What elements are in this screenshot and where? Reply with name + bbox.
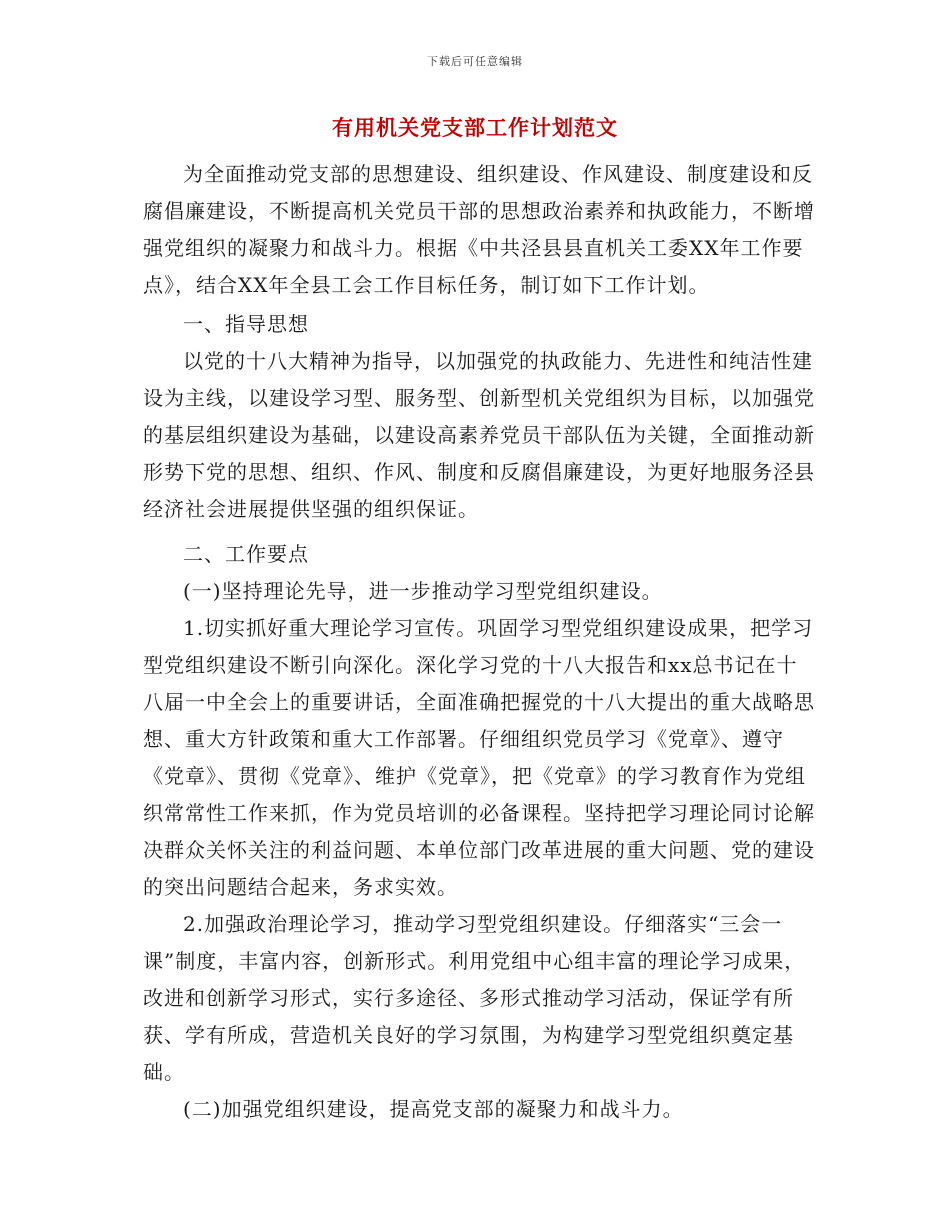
paragraph-item-1: 1.切实抓好重大理论学习宣传。巩固学习型党组织建设成果，把学习型党组织建设不断引向深化。深化学习党的十八大报告和xx总书记在十八届一中全会上的重要讲话，全面准确把握党的十八大提出的重大战略思想、重大方针政策和重大工作部署。仔细组织党员学习《党章》、遵守《党章》、贯彻《党章》、维护《党章》，把《党章》的学习教育作为党组织常常性工作来抓，作为党员培训的必备课程。坚持把学习理论同讨论解决群众关怀关注的利益问题、本单位部门改革进展的重大问题、党的建设的突出问题结合起来，务求实效。: [143, 616, 815, 899]
subsection-heading-1: (一)坚持理论先导，进一步推动学习型党组织建设。: [183, 579, 663, 603]
subsection-heading-2: (二)加强党组织建设，提高党支部的凝聚力和战斗力。: [183, 1097, 684, 1121]
document-title: 有用机关党支部工作计划范文: [332, 115, 618, 140]
section-heading-guiding-thought: 一、指导思想: [183, 312, 309, 336]
header-note: 下载后可任意编辑: [427, 55, 523, 68]
document-body: [143, 156, 815, 1128]
paragraph-intro: 为全面推动党支部的思想建设、组织建设、作风建设、制度建设和反腐倡廉建设，不断提高机关党员干部的思想政治素养和执政能力，不断增强党组织的凝聚力和战斗力。根据《中共泾县县直机关工委XX年工作要点》，结合XX年全县工会工作目标任务，制订如下工作计划。: [143, 162, 815, 297]
paragraph-guiding-thought: 以党的十八大精神为指导，以加强党的执政能力、先进性和纯洁性建设为主线，以建设学习型、服务型、创新型机关党组织为目标，以加强党的基层组织建设为基础，以建设高素养党员干部队伍为关键，全面推动新形势下党的思想、组织、作风、制度和反腐倡廉建设，为更好地服务泾县经济社会进展提供坚强的组织保证。: [143, 349, 815, 521]
paragraph-item-2: 2.加强政治理论学习，推动学习型党组织建设。仔细落实“三会一课”制度，丰富内容，创新形式。利用党组中心组丰富的理论学习成果，改进和创新学习形式，实行多途径、多形式推动学习活动，保证学有所获、学有所成，营造机关良好的学习氛围，为构建学习型党组织奠定基础。: [143, 912, 806, 1084]
section-heading-work-points: 二、工作要点: [183, 542, 309, 566]
